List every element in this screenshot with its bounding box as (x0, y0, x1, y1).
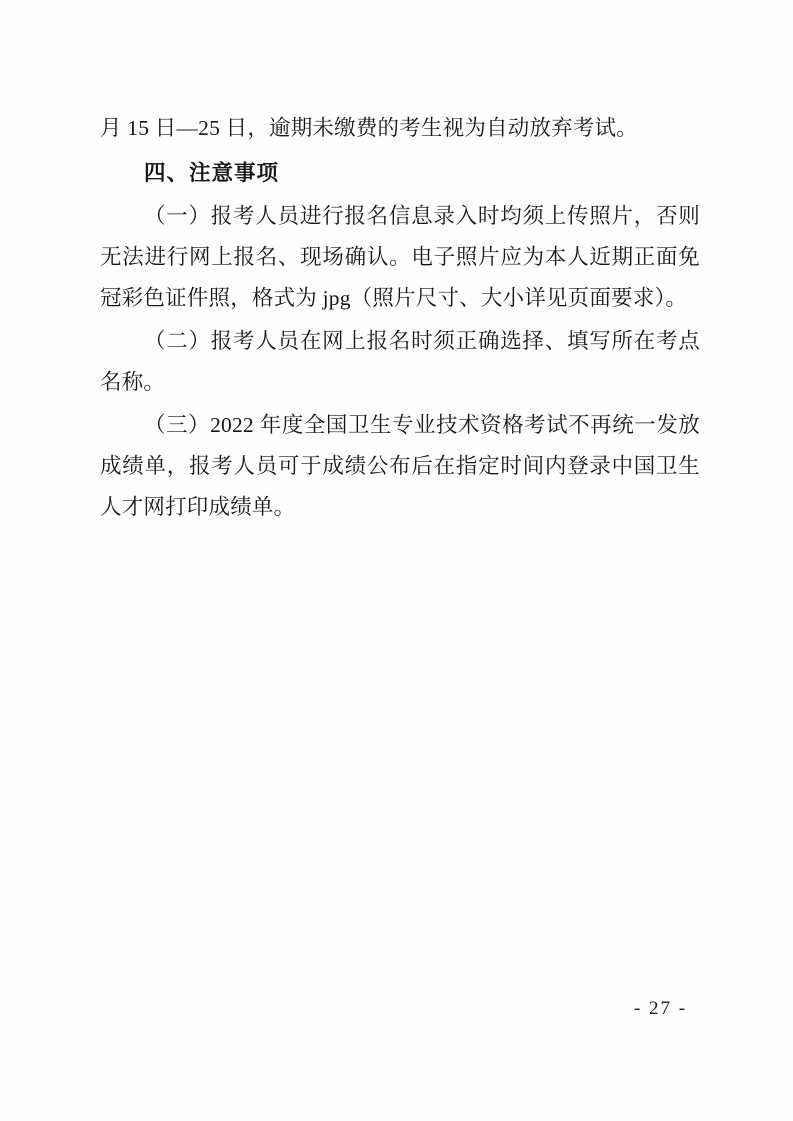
paragraph-item-three: （三）2022 年度全国卫生专业技术资格考试不再统一发放成绩单，报考人员可于成绩公布后在指定时间内登录中国卫生人才网打印成绩单。 (100, 413, 700, 519)
paragraph-item-one: （一）报考人员进行报名信息录入时均须上传照片，否则无法进行网上报名、现场确认。电子照片应为本人近期正面免冠彩色证件照，格式为 jpg（照片尺寸、大小详见页面要求）。 (100, 204, 700, 310)
paragraph-continuation: 月 15 日—25 日，逾期未缴费的考生视为自动放弃考试。 (100, 116, 638, 140)
page-number: - 27 - (633, 998, 688, 1019)
page-footer (0, 998, 793, 1020)
section-heading-notes: 四、注意事项 (144, 161, 280, 185)
document-body (100, 108, 700, 528)
paragraph-item-two: （二）报考人员在网上报名时须正确选择、填写所在考点名称。 (100, 329, 700, 394)
